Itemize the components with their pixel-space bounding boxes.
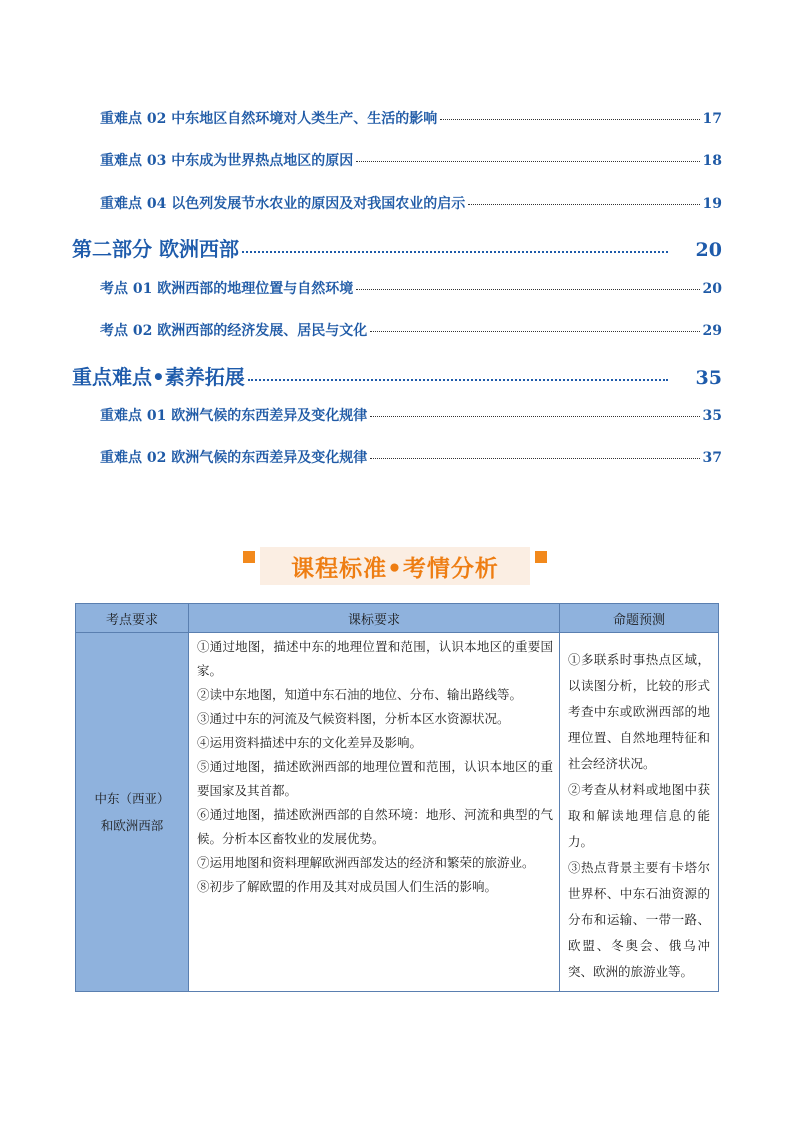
toc-entry-page: 18 bbox=[702, 153, 722, 169]
toc-entry-page: 19 bbox=[702, 196, 722, 212]
requirement-item: ③通过中东的河流及气候资料图，分析本区水资源状况。 bbox=[197, 711, 510, 726]
table-row bbox=[76, 633, 719, 992]
toc-entry-page: 20 bbox=[695, 239, 722, 261]
toc-dot-leader bbox=[440, 119, 699, 120]
table-header-row bbox=[76, 604, 719, 633]
requirement-item: ⑦运用地图和资料理解欧洲西部发达的经济和繁荣的旅游业。 bbox=[197, 855, 535, 870]
topic-line: 和欧洲西部 bbox=[100, 818, 164, 833]
toc-dot-leader bbox=[370, 458, 699, 459]
toc-entry-page: 29 bbox=[702, 323, 722, 339]
prediction-item: ①多联系时事热点区域，以读图分析，比较的形式考查中东或欧洲西部的地理位置、自然地理特征和社会经济状况。 bbox=[568, 652, 710, 771]
requirement-item: ④运用资料描述中东的文化差异及影响。 bbox=[197, 735, 423, 750]
toc-entry-label: 重难点 02 欧洲气候的东西差异及变化规律 bbox=[100, 450, 368, 466]
toc-entry-label: 考点 02 欧洲西部的经济发展、居民与文化 bbox=[100, 323, 368, 339]
banner-title-box bbox=[260, 547, 530, 585]
toc-entry-label: 重难点 04 以色列发展节水农业的原因及对我国农业的启示 bbox=[100, 196, 466, 212]
orange-square-icon bbox=[243, 551, 255, 563]
toc-entry-label: 重难点 02 中东地区自然环境对人类生产、生活的影响 bbox=[100, 111, 438, 127]
toc-entry[interactable] bbox=[100, 150, 722, 170]
requirement-item: ①通过地图，描述中东的地理位置和范围，认识本地区的重要国家。 bbox=[197, 639, 553, 678]
toc-dot-leader bbox=[248, 379, 668, 381]
topic-line: 中东（西亚） bbox=[94, 791, 170, 806]
toc-entry-label: 重难点 01 欧洲气候的东西差异及变化规律 bbox=[100, 408, 368, 424]
toc-entry-page: 35 bbox=[695, 367, 722, 389]
toc-entry-label: 考点 01 欧洲西部的地理位置与自然环境 bbox=[100, 281, 354, 297]
toc-entry-page: 37 bbox=[702, 450, 722, 466]
toc-entry[interactable] bbox=[100, 108, 722, 128]
header-requirements: 课标要求 bbox=[189, 604, 560, 633]
toc-dot-leader bbox=[370, 331, 699, 332]
header-topic: 考点要求 bbox=[76, 604, 189, 633]
orange-square-icon bbox=[535, 551, 547, 563]
toc-entry-page: 20 bbox=[702, 281, 722, 297]
prediction-item: ③热点背景主要有卡塔尔世界杯、中东石油资源的分布和运输、一带一路、欧盟、冬奥会、俄乌冲突、欧洲的旅游业等。 bbox=[568, 860, 710, 979]
toc-entry[interactable] bbox=[100, 447, 722, 467]
toc-section-heading[interactable] bbox=[72, 233, 722, 262]
requirement-item: ⑧初步了解欧盟的作用及其对成员国人们生活的影响。 bbox=[197, 879, 498, 894]
toc-dot-leader bbox=[468, 204, 699, 205]
toc-entry-label: 重点难点•素养拓展 bbox=[72, 365, 245, 389]
toc-entry-label: 重难点 03 中东成为世界热点地区的原因 bbox=[100, 153, 354, 169]
toc-entry-page: 17 bbox=[702, 111, 722, 127]
requirements-cell bbox=[189, 633, 560, 992]
requirement-item: ⑥通过地图，描述欧洲西部的自然环境：地形、河流和典型的气候。分析本区畜牧业的发展优势。 bbox=[197, 807, 553, 846]
toc-section-heading[interactable] bbox=[72, 361, 722, 390]
curriculum-table bbox=[75, 603, 719, 992]
toc-entry[interactable] bbox=[100, 320, 722, 340]
toc-entry[interactable] bbox=[100, 278, 722, 298]
toc-dot-leader bbox=[242, 251, 668, 253]
section-banner bbox=[243, 543, 547, 589]
header-predictions: 命题预测 bbox=[560, 604, 719, 633]
prediction-item: ②考查从材料或地图中获取和解读地理信息的能力。 bbox=[568, 782, 710, 849]
toc-dot-leader bbox=[370, 416, 699, 417]
banner-title: 课程标准•考情分析 bbox=[291, 555, 499, 582]
toc-entry-label: 第二部分 欧洲西部 bbox=[72, 237, 239, 261]
toc-dot-leader bbox=[356, 161, 699, 162]
requirement-item: ⑤通过地图，描述欧洲西部的地理位置和范围，认识本地区的重要国家及其首都。 bbox=[197, 759, 553, 798]
toc-entry-page: 35 bbox=[702, 408, 722, 424]
toc-entry[interactable] bbox=[100, 405, 722, 425]
toc-entry[interactable] bbox=[100, 193, 722, 213]
predictions-cell bbox=[560, 633, 719, 992]
requirement-item: ②读中东地图，知道中东石油的地位、分布、输出路线等。 bbox=[197, 687, 523, 702]
topic-cell bbox=[76, 633, 189, 992]
toc-dot-leader bbox=[356, 289, 699, 290]
